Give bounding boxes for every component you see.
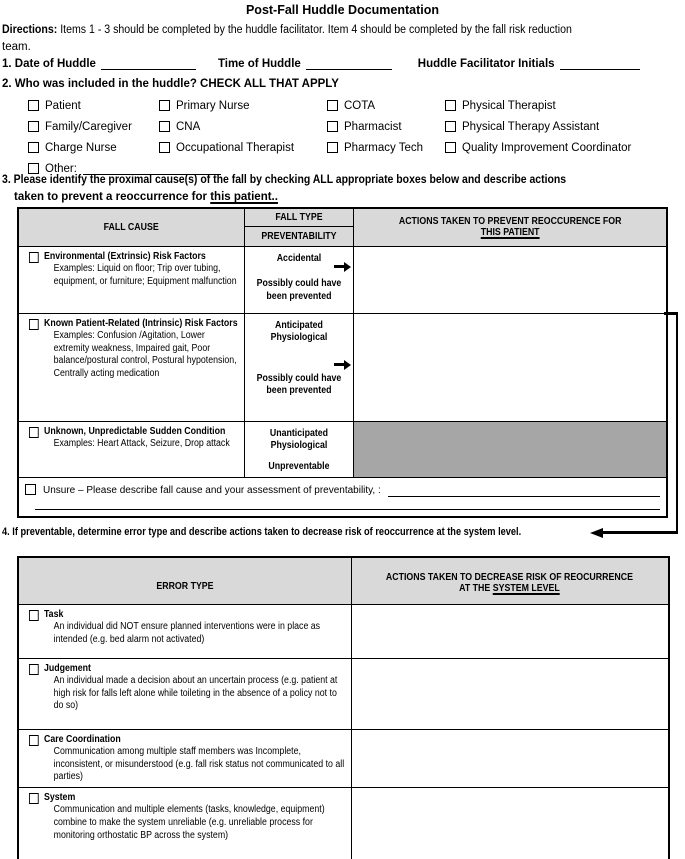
fall-cause-cell bbox=[18, 313, 244, 421]
option-label: Family/Caregiver bbox=[45, 120, 132, 133]
fall-type-cell bbox=[244, 246, 353, 313]
item3-heading bbox=[2, 172, 684, 206]
item4-text: 4. If preventable, determine error type and describe actions taken to decrease risk of reoccurrence at the system level. bbox=[2, 526, 522, 538]
date-of-huddle-blank[interactable] bbox=[101, 57, 196, 70]
fall-type-value: Unanticipated Physiological bbox=[269, 427, 328, 452]
right-arrow-icon bbox=[334, 262, 351, 272]
actions-patient-header bbox=[353, 208, 667, 246]
checkbox-icon[interactable] bbox=[29, 610, 39, 621]
fall-cause-cell bbox=[18, 421, 244, 478]
huddle-info-row bbox=[2, 57, 640, 70]
actions-system-header bbox=[351, 557, 669, 604]
option-physical-therapy-assistant bbox=[445, 121, 678, 133]
option-pharmacist bbox=[327, 121, 445, 133]
actions-system-level: SYSTEM LEVEL bbox=[493, 583, 561, 595]
preventability-value: Possibly could have been prevented bbox=[256, 278, 341, 302]
checkbox-icon[interactable] bbox=[327, 100, 338, 111]
option-cna bbox=[159, 121, 327, 133]
cause-title: Environmental (Extrinsic) Risk Factors bbox=[43, 250, 206, 262]
fall-type-value: Accidental bbox=[276, 252, 321, 264]
option-label: Physical Therapist bbox=[462, 99, 556, 112]
error-type-cell bbox=[18, 604, 351, 658]
directions-line1 bbox=[2, 22, 572, 39]
checkbox-icon[interactable] bbox=[28, 142, 39, 153]
time-of-huddle-label: Time of Huddle bbox=[217, 58, 301, 70]
checkbox-icon[interactable] bbox=[29, 735, 39, 746]
option-primary-nurse bbox=[159, 100, 327, 112]
checkbox-icon[interactable] bbox=[327, 121, 338, 132]
fall-type-cell bbox=[244, 421, 353, 478]
system-actions-input-cell[interactable] bbox=[351, 658, 669, 729]
fall-cause-header: FALL CAUSE bbox=[18, 208, 244, 246]
cause-examples: Examples: Heart Attack, Seizure, Drop attack bbox=[53, 438, 230, 450]
option-label: Charge Nurse bbox=[45, 141, 117, 154]
error-description: Communication among multiple staff members was Incomplete, inconsistent, or misunderstood (e.g. fall risk status not communicated to all parties) bbox=[53, 746, 345, 783]
preventability-value: Possibly could have been prevented bbox=[256, 372, 341, 397]
error-title: Task bbox=[43, 608, 64, 620]
option-patient bbox=[28, 100, 159, 112]
option-label: Other: bbox=[45, 162, 77, 175]
error-type-cell bbox=[18, 787, 351, 859]
right-arrow-icon bbox=[334, 360, 351, 370]
error-type-header: ERROR TYPE bbox=[18, 557, 351, 604]
preventability-value: Unpreventable bbox=[267, 460, 330, 472]
checkbox-icon[interactable] bbox=[327, 142, 338, 153]
option-pharmacy-tech bbox=[327, 142, 445, 154]
table-row-task bbox=[18, 604, 669, 658]
bracket-vertical-line bbox=[676, 312, 679, 533]
option-occupational-therapist bbox=[159, 142, 327, 154]
cause-title: Known Patient-Related (Intrinsic) Risk Factors bbox=[43, 317, 238, 329]
option-quality-improvement-coordinator bbox=[445, 142, 678, 154]
item3-line1: 3. Please identify the proximal cause(s) of the fall by checking ALL appropriate boxes below and describe actions bbox=[2, 174, 567, 186]
option-label: COTA bbox=[344, 99, 376, 112]
participant-checkbox-grid bbox=[28, 95, 678, 179]
checkbox-icon[interactable] bbox=[29, 664, 39, 675]
directions-label: Directions: bbox=[2, 24, 58, 36]
option-label: CNA bbox=[176, 120, 201, 133]
fall-type-header: FALL TYPE bbox=[244, 208, 353, 226]
cause-title: Unknown, Unpredictable Sudden Condition bbox=[43, 425, 226, 437]
option-charge-nurse bbox=[28, 142, 159, 154]
fall-type-value: Anticipated Physiological bbox=[270, 319, 327, 344]
error-title: Care Coordination bbox=[43, 733, 121, 745]
item3-line2-prefix: taken to prevent a reoccurrence for bbox=[14, 191, 211, 203]
option-label: Primary Nurse bbox=[176, 99, 250, 112]
error-type-cell bbox=[18, 729, 351, 787]
checkbox-icon[interactable] bbox=[29, 427, 39, 438]
fall-type-cell bbox=[244, 313, 353, 421]
item2-heading: 2. Who was included in the huddle? CHECK ALL THAT APPLY bbox=[2, 78, 339, 90]
facilitator-initials-blank[interactable] bbox=[560, 57, 640, 70]
option-label: Occupational Therapist bbox=[176, 141, 295, 154]
option-label: Quality Improvement Coordinator bbox=[462, 141, 632, 154]
directions-text: Items 1 - 3 should be completed by the huddle facilitator. Item 4 should be completed by the fall risk reduction bbox=[57, 24, 572, 36]
time-of-huddle-blank[interactable] bbox=[306, 57, 392, 70]
checkbox-icon[interactable] bbox=[29, 252, 39, 263]
date-of-huddle-label: 1. Date of Huddle bbox=[2, 58, 96, 70]
checkbox-icon[interactable] bbox=[25, 484, 36, 495]
option-cota bbox=[327, 100, 445, 112]
cause-examples: Examples: Confusion /Agitation, Lower extremity weakness, Impaired gait, Poor balance/postural control, Postural hypotension, Centrally acting medication bbox=[53, 330, 237, 379]
checkbox-icon[interactable] bbox=[159, 100, 170, 111]
directions bbox=[2, 22, 682, 56]
option-label: Pharmacist bbox=[344, 120, 402, 133]
directions-line2: team. bbox=[2, 41, 31, 53]
cause-examples: Examples: Liquid on floor; Trip over tubing, equipment, or furniture; Equipment malfunction bbox=[53, 263, 237, 287]
shaded-na-cell bbox=[353, 421, 667, 478]
unsure-label: Unsure – Please describe fall cause and your assessment of preventability, : bbox=[43, 484, 381, 496]
system-actions-input-cell[interactable] bbox=[351, 729, 669, 787]
checkbox-icon[interactable] bbox=[159, 121, 170, 132]
actions-input-cell[interactable] bbox=[353, 313, 667, 421]
checkbox-icon[interactable] bbox=[29, 319, 39, 330]
checkbox-icon[interactable] bbox=[445, 100, 456, 111]
error-type-table bbox=[17, 556, 670, 859]
table-row-environmental bbox=[18, 246, 667, 313]
actions-system-line1: ACTIONS TAKEN TO DECREASE RISK OF REOCURRENCE bbox=[386, 572, 634, 584]
checkbox-icon[interactable] bbox=[159, 142, 170, 153]
item3-line2 bbox=[14, 189, 684, 206]
error-description: Communication and multiple elements (tasks, knowledge, equipment) combine to make the system unreliable (e.g. unreliable process for monitoring orthostatic BP across the system) bbox=[53, 804, 325, 841]
error-description: An individual did NOT ensure planned interventions were in place as intended (e.g. bed alarm not activated) bbox=[53, 621, 321, 645]
error-type-cell bbox=[18, 658, 351, 729]
fall-cause-table bbox=[17, 207, 668, 518]
checkbox-icon[interactable] bbox=[28, 121, 39, 132]
option-physical-therapist bbox=[445, 100, 678, 112]
page-title: Post-Fall Huddle Documentation bbox=[245, 3, 440, 17]
system-actions-input-cell[interactable] bbox=[351, 604, 669, 658]
unsure-blank-1[interactable] bbox=[388, 485, 660, 497]
actions-header-line2: THIS PATIENT bbox=[480, 227, 540, 239]
checkbox-icon[interactable] bbox=[445, 121, 456, 132]
item3-this-patient: this patient.. bbox=[210, 191, 278, 203]
table-row-unknown bbox=[18, 421, 667, 478]
unsure-blank-2[interactable] bbox=[35, 497, 660, 510]
table-row-care-coordination bbox=[18, 729, 669, 787]
option-family-caregiver bbox=[28, 121, 159, 133]
option-label: Physical Therapy Assistant bbox=[462, 120, 600, 133]
unsure-cell bbox=[18, 478, 667, 517]
error-title: System bbox=[43, 791, 76, 803]
item4-heading bbox=[2, 526, 620, 538]
error-description: An individual made a decision about an uncertain process (e.g. patient at high risk for falls left alone while toileting in the absence of a policy not to do so) bbox=[53, 675, 338, 712]
actions-system-line2-prefix: AT THE bbox=[459, 583, 494, 595]
fall-cause-cell bbox=[18, 246, 244, 313]
option-label: Pharmacy Tech bbox=[344, 141, 424, 154]
table-row-unsure bbox=[18, 478, 667, 517]
checkbox-icon[interactable] bbox=[28, 100, 39, 111]
checkbox-icon[interactable] bbox=[445, 142, 456, 153]
actions-input-cell[interactable] bbox=[353, 246, 667, 313]
actions-header-line1: ACTIONS TAKEN TO PREVENT REOCCURENCE FOR bbox=[398, 216, 622, 228]
system-actions-input-cell[interactable] bbox=[351, 787, 669, 859]
table-row-intrinsic bbox=[18, 313, 667, 421]
table-row-judgement bbox=[18, 658, 669, 729]
facilitator-initials-label: Huddle Facilitator Initials bbox=[417, 58, 555, 70]
option-label: Patient bbox=[45, 99, 81, 112]
table-row-system bbox=[18, 787, 669, 859]
checkbox-icon[interactable] bbox=[29, 793, 39, 804]
preventability-header: PREVENTABILITY bbox=[244, 226, 353, 246]
error-title: Judgement bbox=[43, 662, 91, 674]
